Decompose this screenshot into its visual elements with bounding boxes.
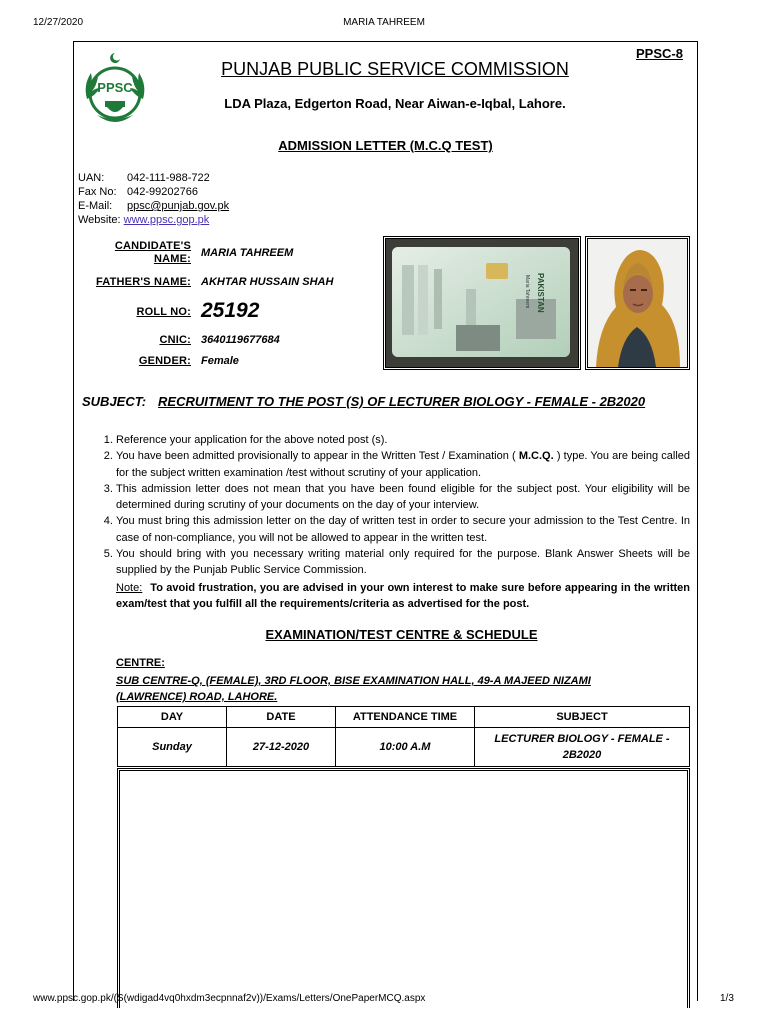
instruction-text: You have been admitted provisionally to appear in the Written Test / Examination (	[116, 450, 516, 463]
cnic-card-name: Maria Tahreem	[524, 275, 530, 309]
email-link[interactable]: ppsc@punjab.gov.pk	[127, 200, 230, 212]
fax-label: Fax No:	[78, 186, 117, 198]
email-label: E-Mail:	[78, 200, 113, 212]
candidate-name: MARIA TAHREEM	[201, 247, 294, 259]
schedule-title: EXAMINATION/TEST CENTRE & SCHEDULE	[265, 627, 538, 642]
instruction-text: Reference your application for the above noted post (s).	[116, 434, 388, 446]
note-text: To avoid frustration, you are advised in your own interest to make sure before appearing in the written exam/test that you fulfill all the requirements/criteria as advertised for the post.	[116, 582, 690, 610]
centre-value: SUB CENTRE-Q, (FEMALE), 3RD FLOOR, BISE EXAMINATION HALL, 49-A MAJEED NIZAMI (LAWRENCE) ROAD, LAHORE.	[116, 675, 591, 703]
instruction-item	[116, 481, 690, 514]
uan-label: UAN:	[78, 172, 105, 184]
fax-value: 042-99202766	[127, 186, 198, 198]
letter-title: ADMISSION LETTER (M.C.Q TEST)	[278, 138, 493, 153]
organization-name: PUNJAB PUBLIC SERVICE COMMISSION	[221, 59, 569, 79]
subject-value: RECRUITMENT TO THE POST (S) OF LECTURER BIOLOGY - FEMALE - 2B2020	[158, 394, 646, 409]
cnic-label: CNIC:	[159, 334, 191, 346]
blank-box	[117, 768, 690, 1008]
schedule-header-row	[118, 707, 690, 728]
instructions-list	[103, 432, 690, 579]
gender-label: GENDER:	[138, 355, 191, 367]
print-url: www.ppsc.gop.pk/(S(wdigad4vq0hxdm3ecpnnaf2v))/Exams/Letters/OnePaperMCQ.aspx	[33, 993, 426, 1004]
centre-label: CENTRE:	[116, 657, 165, 669]
header-attendance-time: ATTENDANCE TIME	[336, 707, 475, 728]
print-page-number: 1/3	[720, 993, 734, 1004]
candidate-name-label: CANDIDATE'S NAME:	[114, 240, 191, 265]
website-label: Website:	[78, 214, 121, 226]
uan-value: 042-111-988-722	[127, 172, 210, 184]
cell-date: 27-12-2020	[227, 728, 336, 767]
instruction-text: ) type. You are being called for the subject written examination /test without scrutiny of your application.	[116, 450, 690, 479]
gender-value: Female	[201, 355, 239, 367]
header-date: DATE	[227, 707, 336, 728]
organization-address: LDA Plaza, Edgerton Road, Near Aiwan-e-Iqbal, Lahore.	[224, 96, 566, 111]
note-label: Note:	[116, 582, 143, 594]
contact-block	[78, 171, 229, 227]
instruction-text: You must bring this admission letter on the day of written test in order to secure your admission to the Test Centre. In case of non-compliance, you will not be allowed to appear in the written test.	[116, 515, 690, 544]
roll-number: 25192	[201, 299, 260, 322]
logo-text: PPSC	[97, 80, 133, 95]
roll-number-label: ROLL NO:	[136, 306, 191, 318]
father-name-label: FATHER'S NAME:	[95, 276, 191, 288]
instruction-highlight: M.C.Q.	[518, 450, 554, 463]
print-date: 12/27/2020	[33, 17, 84, 28]
note-block	[116, 580, 690, 612]
subject-label: SUBJECT:	[82, 394, 147, 409]
cell-subject: LECTURER BIOLOGY - FEMALE - 2B2020	[475, 728, 690, 767]
website-link[interactable]: www.ppsc.gop.pk	[123, 214, 210, 226]
form-code: PPSC-8	[636, 46, 683, 61]
instruction-item	[116, 513, 690, 546]
cnic-card-image	[383, 236, 581, 370]
instruction-item	[116, 448, 690, 481]
schedule-table	[117, 706, 690, 767]
instruction-text: You should bring with you necessary writing material only required for the purpose. Blank Answer Sheets will be supplied by the Punjab Public Service Commission.	[116, 548, 690, 577]
instruction-item	[116, 432, 690, 448]
header-day: DAY	[118, 707, 227, 728]
candidate-photo	[585, 236, 690, 370]
instruction-text: This admission letter does not mean that you have been found eligible for the subject post. Your eligibility will be determined during scrutiny of your documents on the day of your interview.	[116, 482, 690, 512]
cnic-number: 3640119677684	[201, 334, 280, 346]
table-row	[118, 728, 690, 767]
cell-time: 10:00 A.M	[336, 728, 475, 767]
father-name: AKHTAR HUSSAIN SHAH	[201, 276, 334, 288]
cnic-card-country: PAKISTAN	[536, 273, 545, 313]
instruction-item	[116, 546, 690, 579]
header-subject: SUBJECT	[475, 707, 690, 728]
cell-day: Sunday	[118, 728, 227, 767]
print-page-title: MARIA TAHREEM	[343, 17, 425, 28]
subject-line	[82, 394, 645, 409]
